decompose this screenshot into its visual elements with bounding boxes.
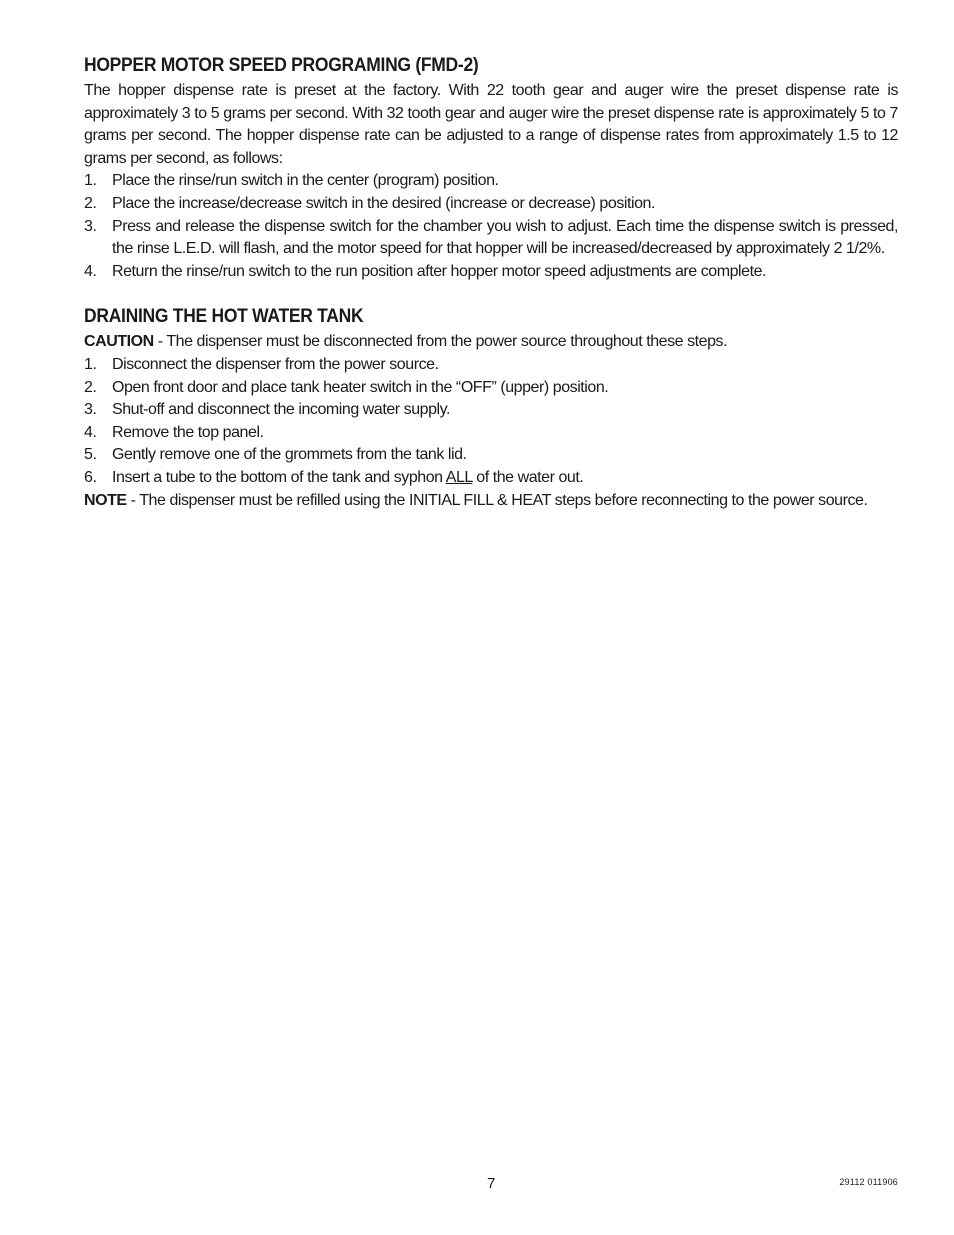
step-text: Press and release the dispense switch for the chamber you wish to adjust. Each time the dispense switch is pressed, the rinse L.E.D. will flash, and the motor speed for that hopper will be increased/decreased by approximately 2 1/2%. xyxy=(112,217,898,258)
step-text: Place the rinse/run switch in the center (program) position. xyxy=(112,172,499,190)
step-text-underlined: ALL xyxy=(445,468,473,486)
list-item xyxy=(84,377,898,400)
step-text: Gently remove one of the grommets from the tank lid. xyxy=(112,446,467,464)
hopper-intro-paragraph: The hopper dispense rate is preset at the factory. With 22 tooth gear and auger wire the preset dispense rate is approximately 3 to 5 grams per second. With 32 tooth gear and auger wire the preset dispense rate is approximately 5 to 7 grams per second. The hopper dispense rate can be adjusted to a range of dispense rates from approximately 1.5 to 12 grams per second, as follows: xyxy=(84,82,898,167)
step-number: 1. xyxy=(84,172,97,190)
note-text: - The dispenser must be refilled using the INITIAL FILL & HEAT steps before reconnecting to the power source. xyxy=(126,491,868,509)
step-number: 6. xyxy=(84,468,97,486)
hopper-section-title: HOPPER MOTOR SPEED PROGRAMING (FMD-2) xyxy=(84,55,479,76)
draining-section-title: DRAINING THE HOT WATER TANK xyxy=(84,306,364,328)
page-number: 7 xyxy=(487,1175,496,1192)
step-number: 2. xyxy=(84,194,97,212)
step-text: Place the increase/decrease switch in the desired (increase or decrease) position. xyxy=(112,194,655,212)
caution-text: - The dispenser must be disconnected from the power source throughout these steps. xyxy=(153,333,728,351)
step-text: Remove the top panel. xyxy=(112,423,264,441)
document-page xyxy=(84,54,898,512)
step-text: Shut-off and disconnect the incoming water supply. xyxy=(112,401,451,419)
step-number: 2. xyxy=(84,378,97,396)
step-text-after: of the water out. xyxy=(472,468,584,486)
step-text: Disconnect the dispenser from the power source. xyxy=(112,355,439,373)
step-number: 4. xyxy=(84,423,97,441)
caution-label: CAUTION xyxy=(84,333,154,351)
step-number: 4. xyxy=(84,262,97,280)
list-item xyxy=(84,261,898,284)
list-item xyxy=(84,170,898,193)
list-item xyxy=(84,216,898,261)
step-text-before: Insert a tube to the bottom of the tank and syphon xyxy=(112,468,446,486)
step-text: Return the rinse/run switch to the run position after hopper motor speed adjustments are complete. xyxy=(112,262,767,280)
list-item xyxy=(84,399,898,422)
note-label: NOTE xyxy=(84,491,127,509)
step-number: 5. xyxy=(84,446,97,464)
list-item xyxy=(84,422,898,445)
step-number: 3. xyxy=(84,401,97,419)
draining-steps-list xyxy=(84,354,898,490)
list-item xyxy=(84,354,898,377)
list-item xyxy=(84,444,898,467)
step-number: 1. xyxy=(84,355,97,373)
caution-paragraph xyxy=(84,331,898,354)
document-code: 29112 011906 xyxy=(839,1177,898,1187)
note-paragraph xyxy=(84,490,898,513)
list-item xyxy=(84,467,898,490)
hopper-steps-list xyxy=(84,170,898,283)
step-text: Open front door and place tank heater switch in the “OFF” (upper) position. xyxy=(112,378,609,396)
step-number: 3. xyxy=(84,217,97,235)
list-item xyxy=(84,193,898,216)
